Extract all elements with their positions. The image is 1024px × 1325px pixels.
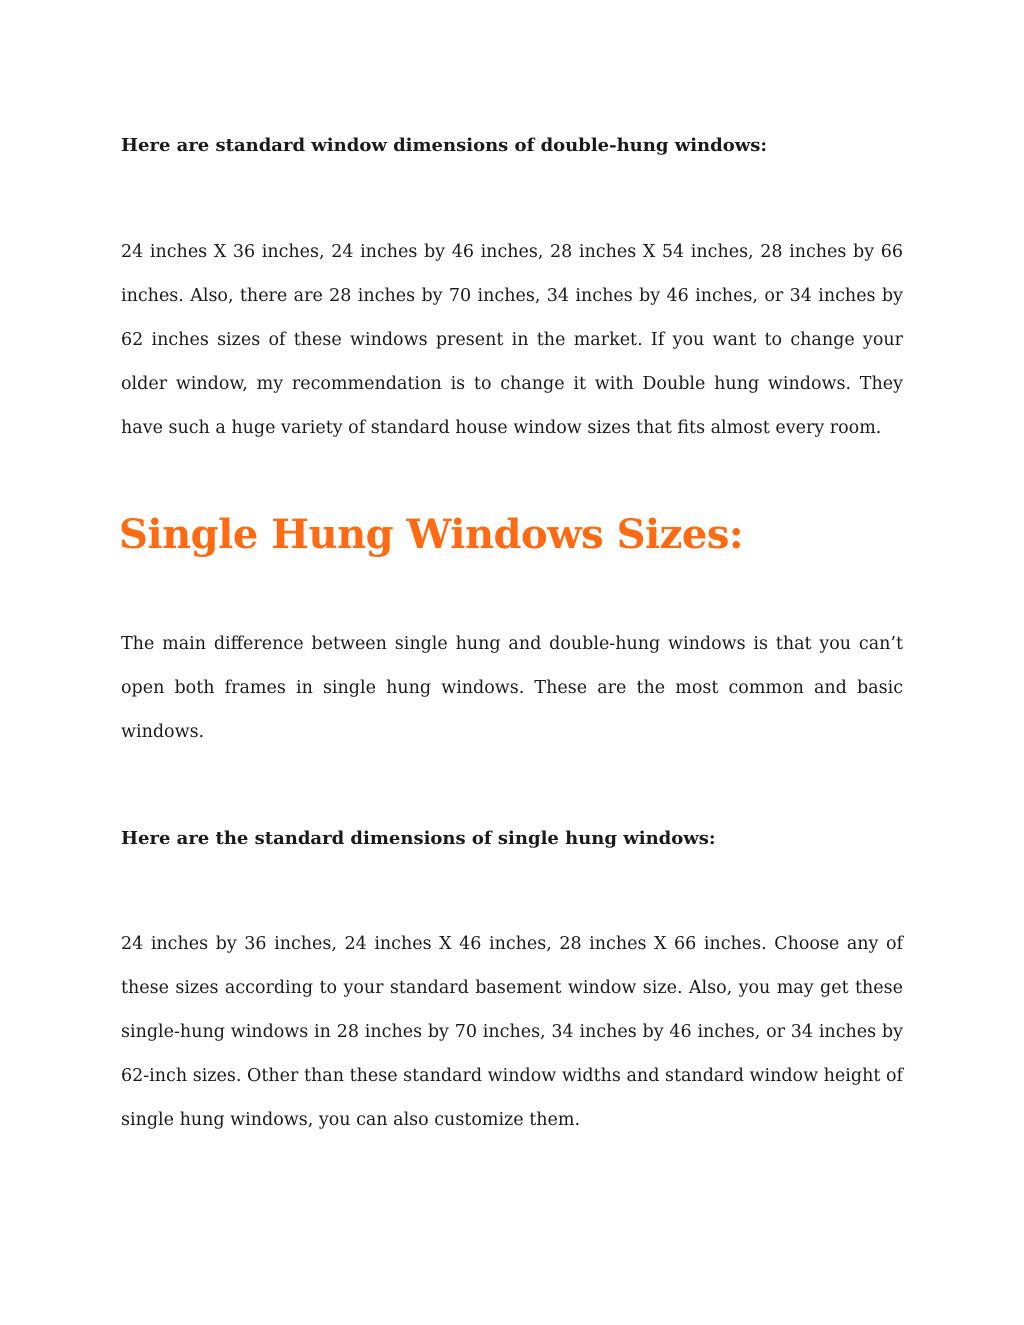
double-hung-sizes-paragraph: 24 inches X 36 inches, 24 inches by 46 inches, 28 inches X 54 inches, 28 inches by 66 inches. Also, there are 28 inches by 70 inches, 34 inches by 46 inches, or 34 inches by 62 inches sizes of these windows present in the market. If you want to change your older window, my recommendation is to change it with Double hung windows. They have such a huge variety of standard house window sizes that fits almost every room.	[121, 242, 903, 438]
single-hung-lead: Here are the standard dimensions of single hung windows:	[121, 828, 716, 849]
single-hung-heading: Single Hung Windows Sizes:	[119, 511, 744, 558]
single-hung-intro-paragraph: The main difference between single hung and double-hung windows is that you can’t open both frames in single hung windows. These are the most common and basic windows.	[121, 634, 903, 742]
single-hung-sizes-paragraph: 24 inches by 36 inches, 24 inches X 46 inches, 28 inches X 66 inches. Choose any of these sizes according to your standard basement window size. Also, you may get these single-hung windows in 28 inches by 70 inches, 34 inches by 46 inches, or 34 inches by 62-inch sizes. Other than these standard window widths and standard window height of single hung windows, you can also customize them.	[121, 934, 903, 1130]
double-hung-lead: Here are standard window dimensions of double-hung windows:	[121, 135, 767, 156]
